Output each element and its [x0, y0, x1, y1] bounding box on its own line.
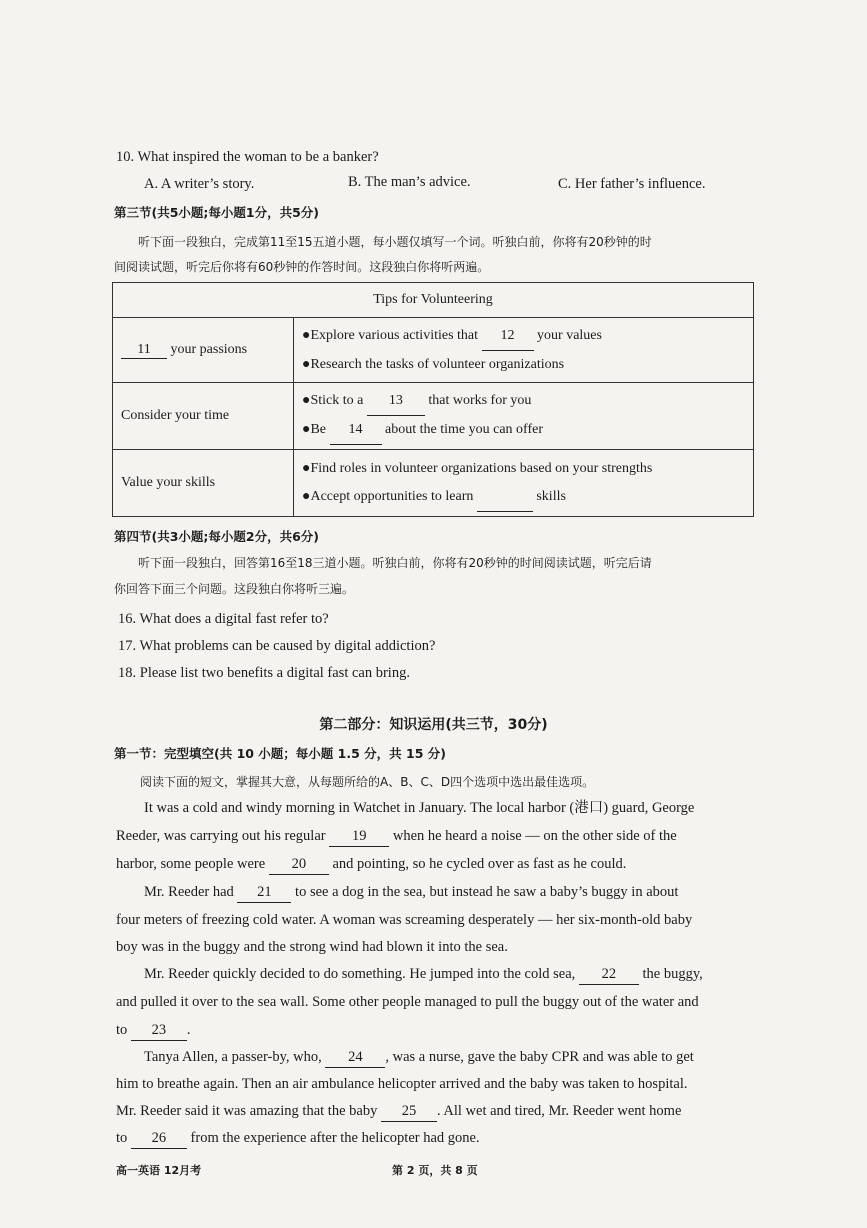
passage-line-1: It was a cold and windy morning in Watchet in January. The local harbor (港口) guard, George: [144, 800, 695, 816]
blank-14[interactable]: 14: [330, 416, 382, 445]
passage-line-5: four meters of freezing cold water. A woman was screaming desperately — her six-month-old baby: [116, 912, 693, 928]
part2-instruction: 阅读下面的短文，掌握其大意，从每题所给的A、B、C、D四个选项中选出最佳选项。: [140, 775, 595, 789]
row1-label-text: your passions: [170, 341, 248, 357]
part2-section1-heading: 第一节：完型填空(共 10 小题；每小题 1.5 分，共 15 分): [114, 746, 446, 761]
row3-tip-2-post: skills: [536, 488, 566, 504]
passage-line-2-b: when he heard a noise — on the other side of the: [392, 828, 677, 844]
option-b: B. The man’s advice.: [348, 174, 471, 190]
passage-line-10: [144, 1047, 694, 1068]
row2-tip-2-post: about the time you can offer: [385, 422, 543, 437]
blank-23[interactable]: 23: [131, 1020, 187, 1041]
passage-line-7: [144, 964, 703, 985]
blank-11[interactable]: 11: [121, 342, 167, 359]
passage-line-9-a: to: [116, 1022, 128, 1038]
row2-tip-1: [302, 387, 745, 416]
blank-26[interactable]: 26: [131, 1128, 187, 1149]
question-16: 16. What does a digital fast refer to?: [118, 611, 329, 627]
passage-line-10-a: Tanya Allen, a passer-by, who,: [144, 1049, 322, 1065]
passage-line-12: [116, 1101, 681, 1122]
passage-line-13: [116, 1128, 480, 1149]
question-17: 17. What problems can be caused by digital addiction?: [118, 638, 436, 654]
blank-19[interactable]: 19: [329, 826, 389, 847]
row2-tip-2: [302, 416, 745, 445]
option-c: C. Her father’s influence.: [558, 176, 706, 192]
row2-tip-2-pre: ●Be: [302, 422, 327, 437]
passage-line-12-a: Mr. Reeder said it was amazing that the baby: [116, 1103, 378, 1119]
option-a: A. A writer’s story.: [144, 176, 255, 192]
part2-title: 第二部分：知识运用(共三节，30分): [319, 717, 548, 733]
passage-line-13-a: to: [116, 1130, 128, 1146]
row3-tip-2-pre: ●Accept opportunities to learn: [302, 488, 474, 504]
tips-table-title: Tips for Volunteering: [113, 283, 754, 318]
passage-line-4-b: to see a dog in the sea, but instead he saw a baby’s buggy in about: [295, 884, 679, 900]
question-18: 18. Please list two benefits a digital fast can bring.: [118, 665, 410, 681]
section3-heading: 第三节(共5小题;每小题1分，共5分): [114, 205, 320, 220]
passage-line-9: [116, 1020, 191, 1041]
section4-instruction-2: 你回答下面三个问题。这段独白你将听三遍。: [114, 582, 355, 596]
row1-tip-1-post: your values: [537, 327, 602, 343]
passage-line-2-a: Reeder, was carrying out his regular: [116, 828, 326, 844]
tips-table: [112, 282, 754, 517]
blank-22[interactable]: 22: [579, 964, 639, 985]
row3-tips: [294, 450, 754, 517]
passage-line-4-a: Mr. Reeder had: [144, 884, 234, 900]
row2-tip-1-pre: ●Stick to a: [302, 393, 364, 408]
blank-13[interactable]: 13: [367, 387, 425, 416]
blank-20[interactable]: 20: [269, 854, 329, 875]
row1-tip-1-pre: ●Explore various activities that: [302, 327, 479, 343]
row2-tip-1-post: that works for you: [428, 393, 532, 408]
section4-heading: 第四节(共3小题;每小题2分，共6分): [114, 529, 320, 544]
passage-line-3-b: and pointing, so he cycled over as fast as he could.: [332, 856, 627, 872]
passage-line-2: [116, 826, 677, 847]
row2-label: Consider your time: [113, 383, 294, 450]
row3-tip-1: ●Find roles in volunteer organizations based on your strengths: [302, 460, 653, 476]
passage-line-3: [116, 854, 626, 875]
section3-instruction-1: 听下面一段独白，完成第11至15五道小题，每小题仅填写一个词。听独白前，你将有20秒钟的时: [138, 235, 652, 249]
footer-left: 高一英语 12月考: [116, 1164, 202, 1177]
row1-label: [113, 318, 294, 383]
blank-12[interactable]: 12: [482, 322, 534, 351]
row3-tip-2: [302, 483, 745, 512]
blank-21[interactable]: 21: [237, 882, 291, 903]
passage-line-12-b: . All wet and tired, Mr. Reeder went home: [436, 1103, 682, 1119]
passage-line-4: [144, 882, 678, 903]
passage-line-6: boy was in the buggy and the strong wind had blown it into the sea.: [116, 939, 508, 955]
passage-line-3-a: harbor, some people were: [116, 856, 266, 872]
passage-line-8: and pulled it over to the sea wall. Some other people managed to pull the buggy out of the water and: [116, 994, 699, 1010]
passage-line-7-a: Mr. Reeder quickly decided to do something. He jumped into the cold sea,: [144, 966, 576, 982]
passage-line-11: him to breathe again. Then an air ambulance helicopter arrived and the baby was taken to hospital.: [116, 1076, 688, 1092]
passage-line-13-b: from the experience after the helicopter had gone.: [190, 1130, 480, 1146]
section4-instruction-1: 听下面一段独白，回答第16至18三道小题。听独白前，你将有20秒钟的时间阅读试题，听完后请: [138, 556, 652, 570]
row1-tip-2: ●Research the tasks of volunteer organizations: [302, 356, 565, 372]
row2-tips: [294, 383, 754, 450]
passage-line-9-b: .: [186, 1022, 191, 1038]
blank-25[interactable]: 25: [381, 1101, 437, 1122]
question-10: 10. What inspired the woman to be a banker?: [116, 149, 379, 165]
blank-15[interactable]: [477, 483, 533, 512]
row1-tips: [294, 318, 754, 383]
passage-line-7-b: the buggy,: [642, 966, 703, 982]
row1-tip-1: [302, 322, 745, 351]
section3-instruction-2: 间阅读试题，听完后你将有60秒钟的作答时间。这段独白你将听两遍。: [114, 260, 490, 274]
row3-label: Value your skills: [113, 450, 294, 517]
blank-24[interactable]: 24: [325, 1047, 385, 1068]
passage-line-10-b: , was a nurse, gave the baby CPR and was able to get: [385, 1049, 694, 1065]
footer-page-number: 第 2 页，共 8 页: [392, 1164, 478, 1177]
